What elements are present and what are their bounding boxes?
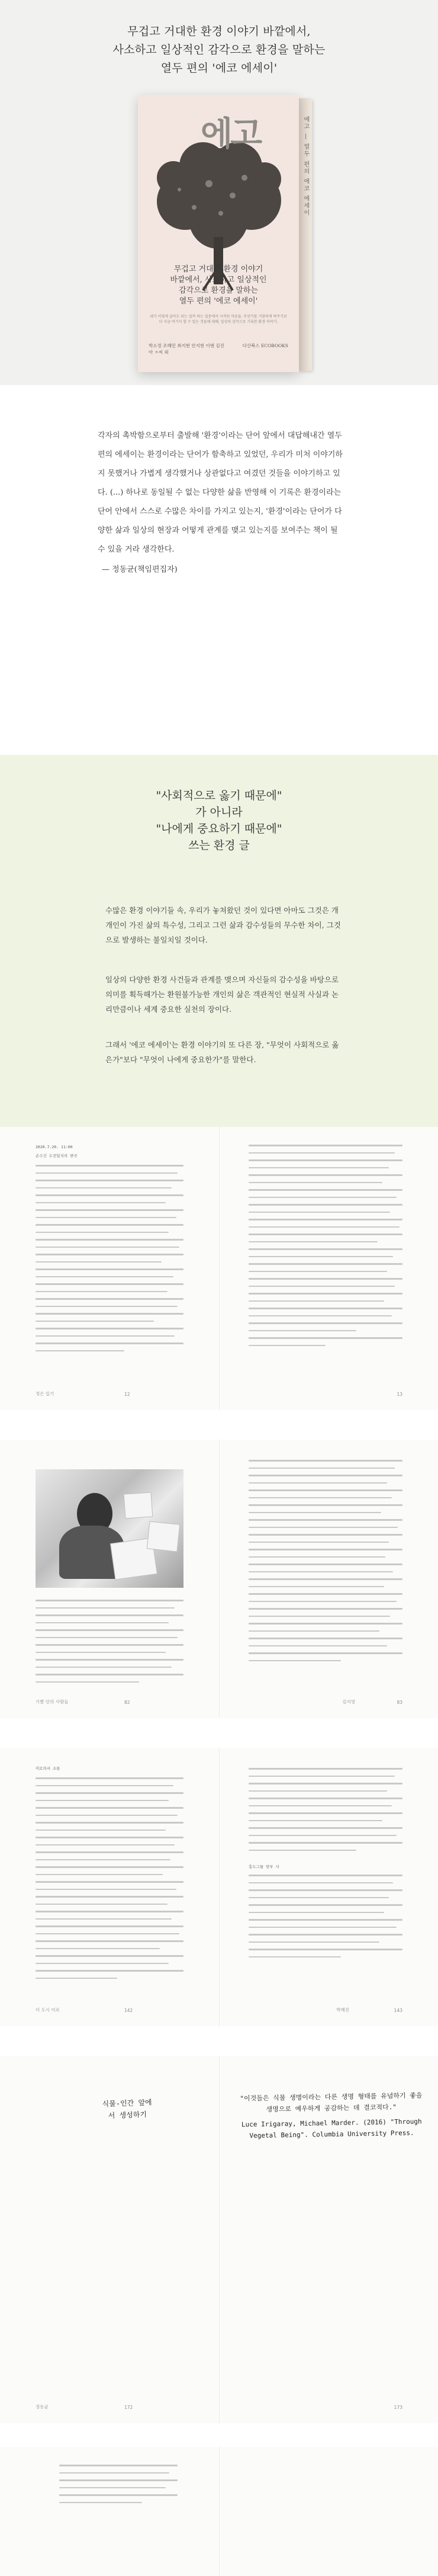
quote-source: — 정동균(책임편집자) [102, 565, 178, 574]
green-heading-line: 가 아니라 [195, 806, 243, 819]
running-head-left: 더 도시 미로 [36, 2007, 60, 2013]
spread-2-right-page [219, 1440, 438, 1718]
photo-person-drawing [36, 1469, 183, 1588]
green-paragraph-2: 일상의 다양한 환경 사건들과 관계를 맺으며 자신들의 감수성을 바탕으로 의미를 획득해가는 환원불가능한 개인의 삶은 객관적인 현실적 사실과 논리만큼이나 세계 중요한 실천의 장이다. [105, 975, 339, 1014]
spread-4-left-page [0, 2056, 219, 2423]
cover-title-line: 바깥에서, 사소하고 일상적인 [170, 275, 267, 284]
handwritten-title: 식물-인간 앞에서 생성하기 [102, 2098, 152, 2120]
page-number-left: 142 [124, 2008, 133, 2013]
body-text-lines [36, 1165, 183, 1357]
page-number-right: 83 [397, 1700, 402, 1705]
cover-authors: 박소정 조혜민 최지현 안지현 이엔 김진아 ㅊ씨 외 [149, 343, 224, 355]
book-spread-2 [0, 1440, 438, 1718]
cover-title-line: 열두 편의 '에코 에세이' [179, 297, 258, 306]
book-spine [298, 98, 312, 371]
entry-heading: 손수건 도전일지의 변곡 [36, 1154, 78, 1158]
book-spread-4 [0, 2056, 438, 2423]
spread-2-left-page [0, 1440, 219, 1718]
body-text-lines [59, 2465, 178, 2509]
cover-title-line: 감각으로 환경을 말하는 [179, 286, 258, 295]
spread-4-right-page [219, 2056, 438, 2423]
green-heading-line: 쓰는 환경 글 [188, 839, 250, 852]
spread-5-right-page [219, 2447, 438, 2576]
green-heading-line: "나에게 중요하기 때문에" [156, 822, 282, 835]
body-text-lines [36, 1777, 183, 1985]
cover-footer [149, 342, 288, 355]
book-spread-5 [0, 2447, 438, 2576]
body-text-lines [249, 1145, 402, 1352]
cover-logo: 에고 [201, 115, 260, 153]
section-heading: 흥도그물 맞부 사 [249, 1864, 279, 1869]
running-head-right: 박혜진 [336, 2007, 349, 2013]
spread-1-right-page [219, 1127, 438, 1410]
hero-title-line-2: 사소하고 일상적인 감각으로 환경을 말하는 [112, 43, 326, 56]
hero-title [0, 23, 438, 78]
spread-5-left-page [0, 2447, 219, 2576]
hero-title-line-1: 무겁고 거대한 환경 이야기 바깥에서, [127, 25, 311, 38]
green-section [0, 755, 438, 1146]
cover-blurb: 내가 이렇게 살아도 되는 걸까 하는 질문에서 시작된 마음들. 무언가를 거창하게 바꾸기보다 지금 여기서 할 수 있는 것들에 대해, 일상의 감각으로 기록한 환경 이야기. [150, 315, 287, 324]
book-cover [138, 95, 299, 372]
book-image [138, 95, 309, 372]
quote-text: 각자의 촉박함으로부터 출발해 '환경'이라는 단어 앞에서 대답해내간 열두 편의 에세이는 환경이라는 단어가 함축하고 있었던, 우리가 미처 이야기하지 못했거나 가볍게 생각했거나 상관없다고 여겼던 것들을 이야기하고 있다. (...) 하나로 동일될 수 없는 다양한 삶을 반영해 이 기록은 환경이라는 단어 안에서 스스로 수많은 차이를 가지고 있는지, '환경'이라는 단어가 다양한 삶과 일상의 현장과 어떻게 관계를 맺고 있는지를 보여주는 책이 될 수 있을 거라 생각한다. [98, 431, 343, 554]
cover-title [138, 264, 299, 307]
running-head-left: 정은 일기 [36, 1391, 54, 1396]
spread-3-right-page [219, 1748, 438, 2026]
green-paragraph-1: 수많은 환경 이야기들 속, 우리가 놓쳐왔던 것이 있다면 아마도 그것은 개개인이 가진 삶의 특수성, 그리고 그런 삶과 감수성들의 무수한 차이, 그것으로 발생하는 불일치일 것이다. [105, 906, 341, 944]
handwritten-quote [236, 2090, 426, 2142]
cover-title-line: 무겁고 거대한 환경 이야기 [173, 265, 263, 274]
body-text-lines [249, 1460, 402, 1667]
body-text-lines [249, 1768, 402, 1857]
book-spine-text: 에고 — 열두 편의 에코 에세이 [302, 116, 309, 217]
section-heading: 미로의서 소통 [36, 1766, 60, 1771]
handwritten-quote-text: "이것들은 식물 생명이라는 다른 생명 형태를 유념하기 좋을 생명으로 예우하게 공감하는 데 결코적다." [240, 2091, 423, 2113]
page-number-right: 143 [394, 2008, 402, 2013]
hero-title-line-3: 열두 편의 '에코 에세이' [160, 62, 278, 75]
spread-3-left-page [0, 1748, 219, 2026]
book-spread-1 [0, 1127, 438, 1410]
running-head-left: 기쁨 안의 사람들 [36, 1699, 69, 1704]
running-head-left: 정동균 [36, 2404, 49, 2410]
green-paragraph-3: 그래서 '에코 에세이'는 환경 이야기의 또 다른 장, "무엇이 사회적으로 옳은가"보다 "무엇이 나에게 중요한가"를 말한다. [105, 1040, 339, 1064]
spread-1-left-page [0, 1127, 219, 1410]
body-text-lines [249, 1875, 402, 1963]
cover-publisher: 다산북스 ECOBOOKS [242, 343, 288, 348]
page-number-left: 82 [124, 1700, 130, 1705]
hero-section [0, 0, 438, 385]
handwritten-citation: Luce Irigaray, Michael Marder. (2016) "Through Vegetal Being". Columbia University Press. [241, 2117, 422, 2140]
page-number-right: 173 [394, 2405, 402, 2410]
green-heading-line: "사회적으로 옳기 때문에" [156, 789, 282, 802]
page-number-left: 172 [124, 2405, 133, 2410]
page-number-right: 13 [397, 1392, 402, 1397]
green-heading [0, 787, 438, 854]
running-head-right: 김지영 [342, 1699, 355, 1704]
entry-date: 2020.7.20. 11:00 [36, 1145, 73, 1149]
page-number-left: 12 [124, 1392, 130, 1397]
body-text-lines [36, 1600, 183, 1689]
quote-section [0, 385, 438, 755]
book-spread-3 [0, 1748, 438, 2026]
